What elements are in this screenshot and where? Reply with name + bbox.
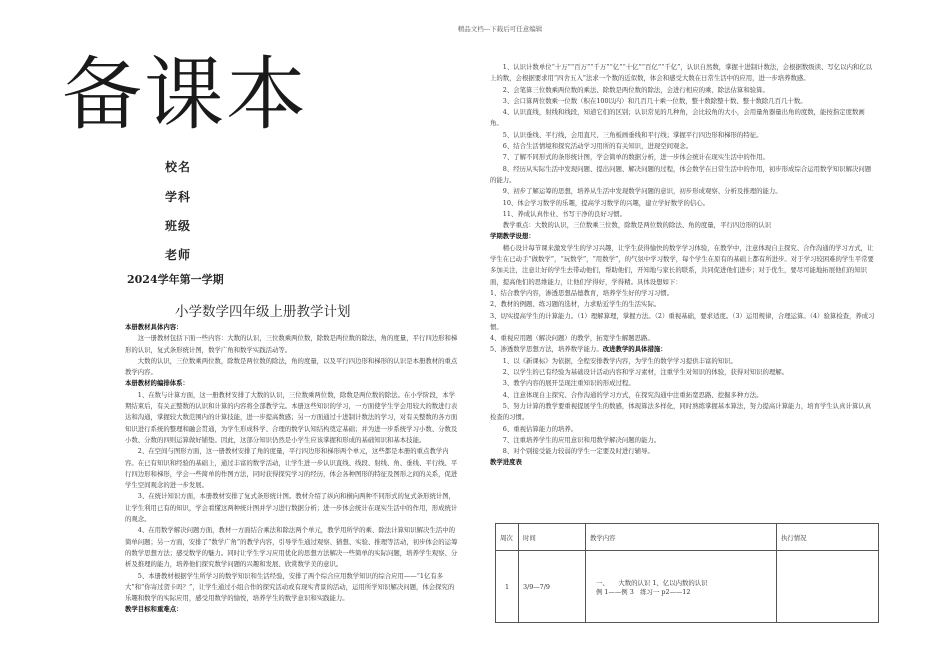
cover-field-teacher: 老师 bbox=[165, 248, 192, 262]
paragraph: 1、认识计数单位“十万”“百万”“千万”“亿”“十亿”“百亿”“千亿”，认识自然数，掌握十进制计数法，会根据数级读、写亿以内和亿以上的数，会根据要求用“四舍五入”法求一个数的近似数，体会和感受大数在日常生活中的应用，进一步培养数感。 bbox=[490, 63, 873, 83]
paragraph: 8、对个别接受能力较弱的学生一定要及时进行辅导。 bbox=[502, 447, 654, 456]
paragraph: 4、认识直线，射线和线段，知道它们的区别；认识常见的几种角，会比较角的大小，会用量角器量出角的度数，能按指定度数画角。 bbox=[490, 108, 865, 128]
semester: 2024学年第一学期 bbox=[127, 273, 224, 286]
cell-content: 一、 大数的认识 1、亿以内数的认识 例 1——例 3 练习一 p2——12 bbox=[586, 551, 777, 623]
cover-field-class: 班级 bbox=[165, 219, 192, 233]
paragraph: 本册教材具体内容： bbox=[125, 323, 183, 331]
schedule-header-row bbox=[496, 524, 879, 551]
paragraph: 教学目标和重难点： bbox=[125, 605, 183, 614]
paragraph: 4、在用数学解决问题方面，教材一方面结合乘法和除法两个单元，教学用所学的乘、除法计算知识解决生活中的简单问题；另一方面，安排了“数学广角”的教学内容，引导学生通过观察、猜想、实验、推理等活动，初步体会的运筹的数学思想方法；感受数学的魅力。同时让学生学习应用优化的思想方法解决一些简单的实际问题，培养学生观察、分析及推理的能力，培养他们探究数学问题的兴趣和发展、欣赏数学美的意识。 bbox=[125, 526, 458, 569]
paragraph: 3、教学内容的展开呈现注重知识的形成过程。 bbox=[502, 379, 635, 388]
header-content: 教学内容 bbox=[586, 524, 777, 551]
paragraph: 4、注意体现自主探究、合作沟通的学习方式，在探究沟通中注重拓宽思路、挖掘多种方法。 bbox=[502, 390, 763, 399]
paragraph: 4、重视应用题（解决问题）的教学，拓宽学生解题思路。 bbox=[490, 334, 654, 343]
paragraph: 本册教材的编排体系： bbox=[125, 379, 189, 388]
paragraph: 6、重视估算能力的培养。 bbox=[502, 424, 578, 433]
cover-big-title: 备课本 bbox=[62, 48, 308, 141]
paragraph: 2、以学生的已有经验为基础设计活动内容和学习素材，注重学生对知识的体验，获得对知识的理解。 bbox=[502, 368, 789, 377]
header-status: 执行情况 bbox=[777, 524, 879, 551]
paragraph: 教学重点：大数的认识，三位数乘三位数，除数是两位数的除法、角的度量，平行四边形的认识 bbox=[502, 221, 772, 230]
cover-field-school: 校名 bbox=[165, 160, 192, 174]
paragraph: 教学进度表 bbox=[490, 458, 522, 467]
header-week: 周次 bbox=[496, 524, 519, 551]
cover-field-subject: 学科 bbox=[165, 190, 192, 204]
paragraph: 11、养成认真作业、书写干净的良好习惯。 bbox=[502, 209, 626, 218]
paragraph: 1、结合教学内容，渗透思想品德教育，培养学生好的学习习惯。 bbox=[490, 288, 674, 297]
paragraph: 学期教学设想： bbox=[490, 232, 535, 241]
paragraph: 1、在数与计算方面，这一册教材安排了大数的认识，三位数乘两位数，除数是两位数的除法。在小学阶段，本学期结束后，有关正整数的认识和计算的内容将全部教学完。本册这些知识的学习，一方面使学生学会用较大的数进行表达和沟通，掌握较大数范围内的计算技能，进一步提高数感；另一方面通过十进制计数法的学习，对有关整数的各方面知识进行系统的整理和融会贯通，为学生形成科学、合理的数学认知结构奠定基础；并为进一步系统学习小数、分数及小数、分数的四则运算做好铺垫。因此，这部分知识仍然是小学生应该掌握和形成的基础知识和基本技能。 bbox=[125, 390, 458, 444]
paragraph: 2、教材的例题、练习题的选材，力求贴近学生的生活实际。 bbox=[490, 300, 661, 309]
cell-status bbox=[777, 551, 879, 623]
paragraph: 3、切实提高学生的计算能力。（1）理解算理，掌握方法。（2）重视基础，要求适度。（3）运用规律，合理运算。（4）验算检查，养成习惯。 bbox=[490, 311, 875, 331]
paragraph: 5、认识垂线、平行线，会用直尺、三角板画垂线和平行线；掌握平行四边形和梯形的特征。 bbox=[502, 130, 763, 139]
table-row bbox=[496, 551, 879, 623]
cell-time: 3/9—7/9 bbox=[519, 551, 586, 623]
paragraph: 大数的认识，三位数乘两位数，除数是两位数的除法，角的度量，以及平行四边形和梯形的认识是本册教材的重点教学内容。 bbox=[125, 356, 458, 377]
left-column-text bbox=[125, 322, 460, 616]
paragraph: 1、以《新课标》为依据，全程安排教学内容，为学生的数学学习提供丰富的知识。 bbox=[502, 356, 737, 365]
paragraph: 10、体会学习数学的乐趣，提高学习数学的兴趣，建立学好数学的信心。 bbox=[502, 198, 710, 207]
paragraph: 5、努力计算的教学要重视提展学生的数感，体现算法多样化，同时熟练掌握基本算法，努力提高计算能力，培育学生认真计算认真检查的习惯。 bbox=[490, 401, 872, 422]
paragraph: 3、会口算两位数乘一位数（积在100以内）和几百几十乘一位数，整十数除整十数、整十数除几百几十数。 bbox=[502, 96, 807, 105]
header-note: 精品文档---下载后可任意编辑 bbox=[457, 25, 543, 33]
paragraph: 这一册教材包括下面一些内容：大数的认识，三位数乘两位数，除数是两位数的除法，角的度量，平行四边形和梯形的认识，复式条形统计图，数学广角和数学实践活动等。 bbox=[125, 334, 458, 354]
paragraph: 9、初步了解运筹的思想，培养从生活中发现数学问题的意识，初步形成观察、分析及推理的能力。 bbox=[502, 187, 782, 196]
paragraph: 5、本册教材根据学生所学习的数学知识和生活经验，安排了两个综合应用数学知识的综合应用——“1亿有多大”和“你寄过贺卡吗？”，让学生通过小组合作的探究活动或有现实背景的活动，运用所学知识解决问题，体会探究的乐趣和数学的实际应用，感受用数学的愉悦，培养学生的数学意识和实践能力。 bbox=[125, 571, 455, 603]
paragraph: 精心设计每节课来激发学生的学习兴趣，让学生获得愉快的数学学习体验，在教学中，注意体现自主探究、合作沟通的学习方式，让学生在已动手“做数学”，“玩数学”，“用数学”，的气氛中学习数学，每个学生在原有的基础上都有所进步。对于学习较困难的学生平常要多加关注，注意让好的学生去带动他们，帮助他们，开知地与家长的联系，共同促进他们进步；对于优生，要尽可能地拓展他们的知识面，提高他们的思维能力，让他们学得好，学得精。具体设想如下： bbox=[490, 243, 874, 286]
paragraph: 2、在空间与图形方面，这一册教材安排了角的度量，平行四边形和梯形两个单元，这些都是本册的重点教学内容。在已有知识和经验的基础上，通过丰富的数学活动，让学生进一步认识直线、线段、射线、角、垂线、平行线、平行四边形和梯形，学会一些简单的作图方法，同时获得探究学习的经历，体会各种图形的特征及图形之间的关系，促进学生空间观念的进一步发展。 bbox=[125, 447, 458, 490]
right-column-text bbox=[490, 62, 875, 469]
plan-title: 小学数学四年级上册教学计划 bbox=[175, 304, 351, 320]
paragraph: 7、注重培养学生的应用意识和用数学解决问题的能力。 bbox=[502, 435, 661, 444]
paragraph: 7、了解不同形式的条形统计图，学会简单的数据分析，进一步体会统计在现实生活中的作用。 bbox=[502, 153, 769, 162]
paragraph: 5、渗透数学思想方法，培养数学能力。改进教学的具体措施： bbox=[490, 345, 667, 354]
paragraph: 2、会笔算三位数乘两位数的乘法、除数是两位数的除法，会进行相应的乘、除法估算和验算。 bbox=[502, 85, 769, 94]
paragraph: 6、结合生活情境和探究活动学习用所的有关知识，进现空间观念。 bbox=[502, 142, 693, 151]
paragraph: 8、经历从实际生活中发现问题、提出问题、解决问题的过程，体会数学在日常生活中的作用，初步形成综合运用数学知识解决问题的能力。 bbox=[490, 164, 872, 184]
header-time: 时间 bbox=[519, 524, 586, 551]
cell-week: 1 bbox=[496, 551, 519, 623]
paragraph: 3、在统计知识方面，本册教材安排了复式条形统计图。教材介绍了纵向和横向两种不同形式的复式条形统计图，让学生利用已有的知识，学会看懂这两种统计图并学习进行数据分析；进一步体会统计在现实生活中的作用，形成统计的观念。 bbox=[125, 492, 458, 524]
schedule-table bbox=[495, 523, 879, 623]
